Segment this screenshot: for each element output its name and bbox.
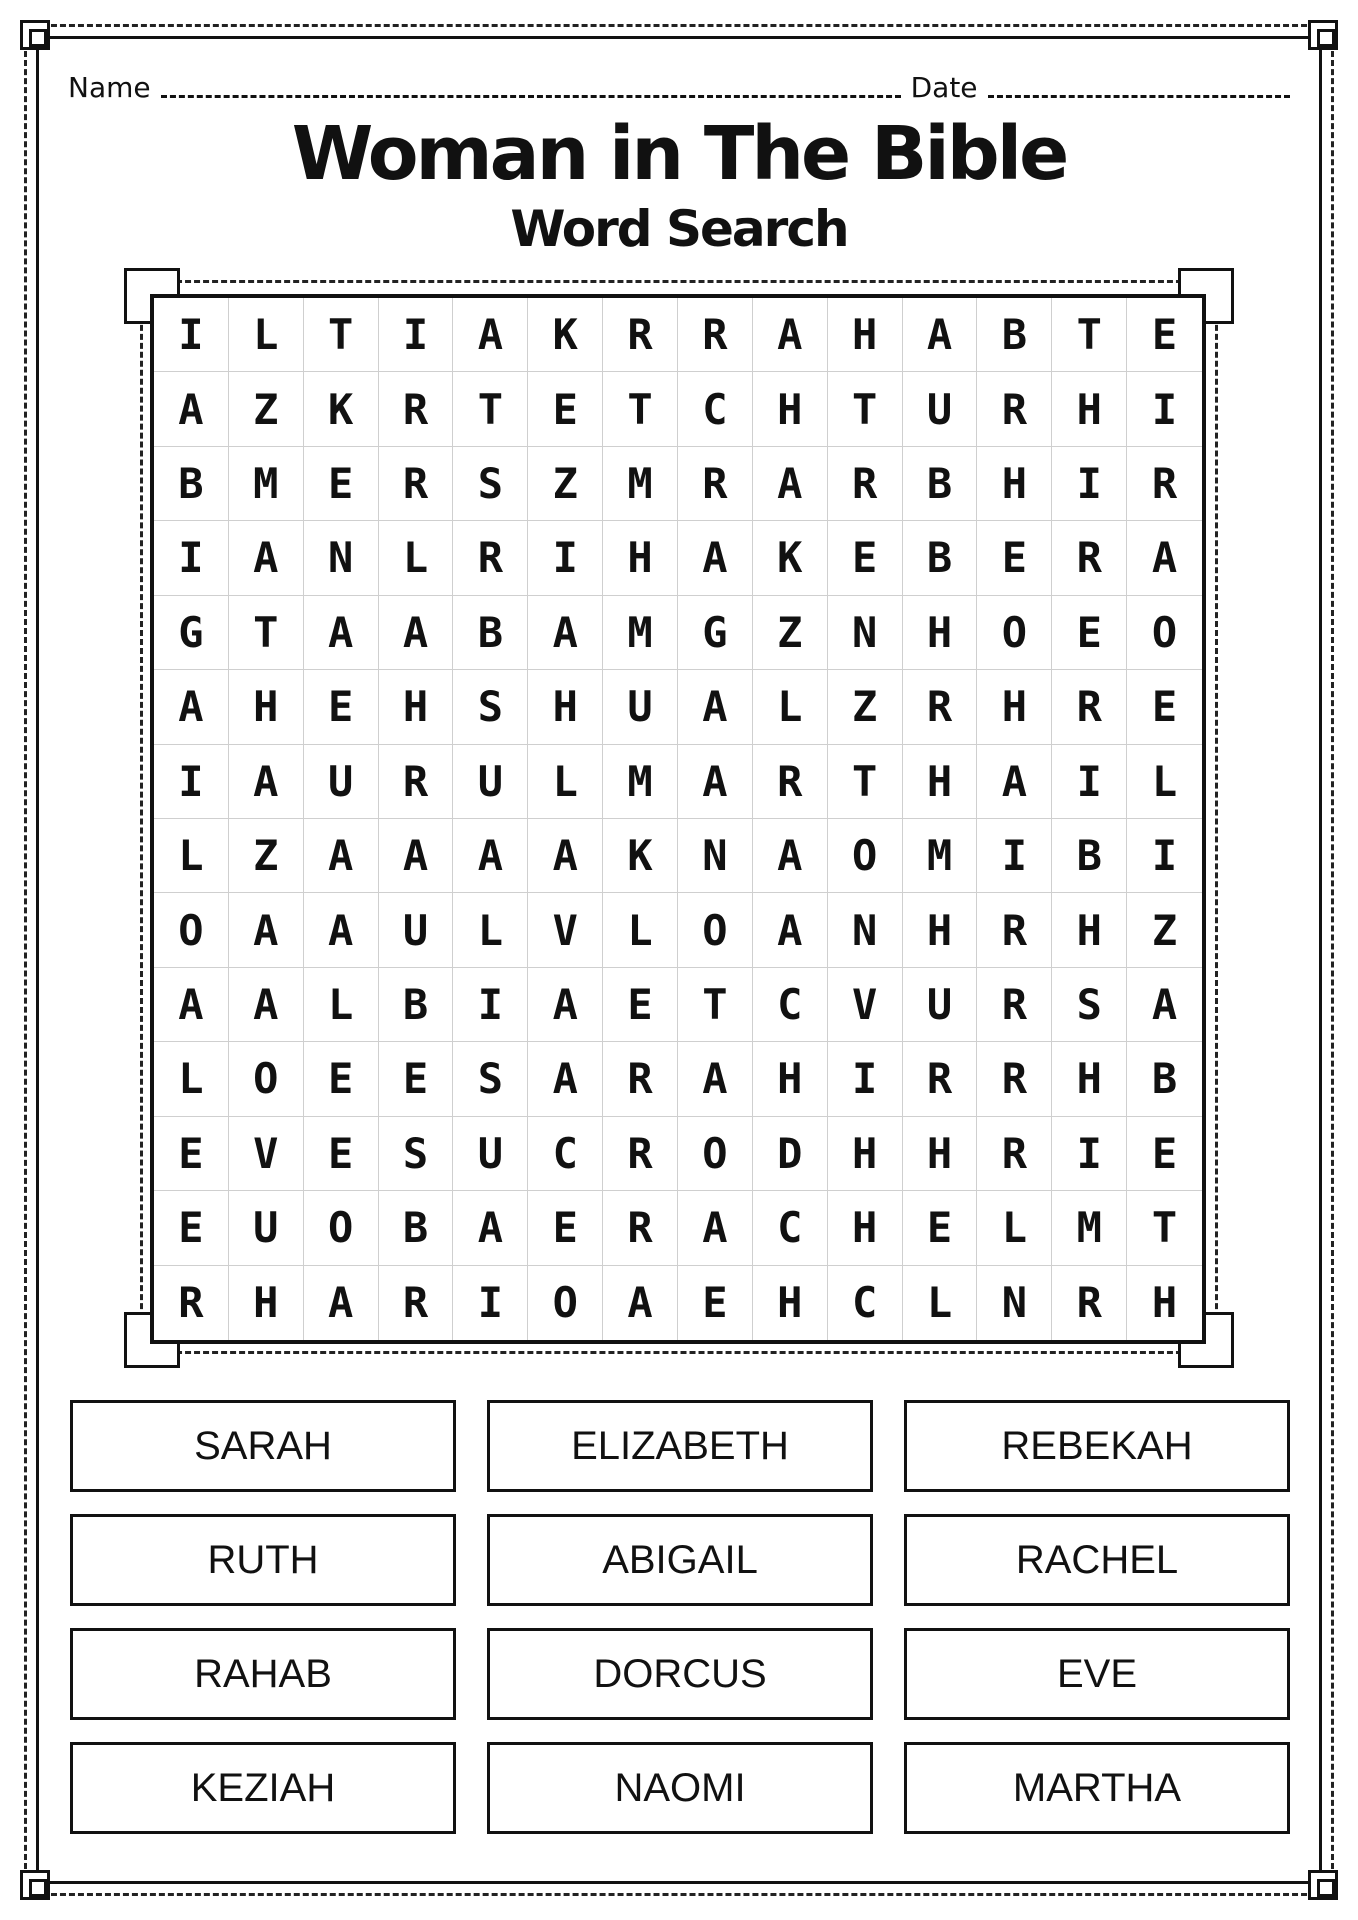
grid-cell[interactable]: R [753,745,828,819]
grid-cell[interactable]: E [154,1191,229,1265]
grid-cell[interactable]: C [753,1191,828,1265]
grid-cell[interactable]: I [453,968,528,1042]
grid-cell[interactable]: Z [1127,893,1202,967]
grid-cell[interactable]: I [154,745,229,819]
grid-cell[interactable]: T [304,298,379,372]
grid-cell[interactable]: L [528,745,603,819]
grid-cell[interactable]: H [903,893,978,967]
grid-cell[interactable]: U [453,1117,528,1191]
grid-cell[interactable]: Z [229,372,304,446]
grid-cell[interactable]: T [828,745,903,819]
grid-cell[interactable]: O [977,596,1052,670]
grid-cell[interactable]: U [229,1191,304,1265]
grid-cell[interactable]: H [229,1266,304,1340]
grid-cell[interactable]: E [304,1042,379,1116]
grid-cell[interactable]: I [1127,372,1202,446]
grid-cell[interactable]: R [903,670,978,744]
grid-cell[interactable]: I [528,521,603,595]
grid-cell[interactable]: U [603,670,678,744]
grid-cell[interactable]: I [1052,447,1127,521]
grid-cell[interactable]: U [903,968,978,1042]
grid-cell[interactable]: L [753,670,828,744]
grid-cell[interactable]: H [229,670,304,744]
word-box[interactable]: RACHEL [904,1514,1290,1606]
grid-cell[interactable]: A [229,745,304,819]
grid-cell[interactable]: D [753,1117,828,1191]
grid-cell[interactable]: Z [528,447,603,521]
grid-cell[interactable]: R [977,893,1052,967]
grid-cell[interactable]: S [1052,968,1127,1042]
name-date-row [68,64,1290,104]
grid-cell[interactable]: N [828,596,903,670]
grid-cell[interactable]: V [528,893,603,967]
grid-cell[interactable]: E [1052,596,1127,670]
grid-cell[interactable]: Z [753,596,828,670]
grid-cell[interactable]: L [453,893,528,967]
grid-cell[interactable]: R [603,1117,678,1191]
grid-cell[interactable]: M [229,447,304,521]
grid-cell[interactable]: V [229,1117,304,1191]
grid-cell[interactable]: U [304,745,379,819]
grid-cell[interactable]: H [1052,1042,1127,1116]
grid-cell[interactable]: I [453,1266,528,1340]
grid-cell[interactable]: R [1052,521,1127,595]
grid-cell[interactable]: A [154,372,229,446]
grid-cell[interactable]: B [453,596,528,670]
grid-cell[interactable]: B [977,298,1052,372]
grid-cell[interactable]: E [379,1042,454,1116]
grid-cell[interactable]: N [304,521,379,595]
name-field[interactable] [161,95,901,98]
grid-cell[interactable]: K [528,298,603,372]
grid-cell[interactable]: O [528,1266,603,1340]
grid-cell[interactable]: A [678,745,753,819]
word-box[interactable]: SARAH [70,1400,456,1492]
grid-cell[interactable]: E [304,670,379,744]
grid-cell[interactable]: E [1127,670,1202,744]
grid-cell[interactable]: R [977,372,1052,446]
grid-cell[interactable]: A [753,819,828,893]
grid-cell[interactable]: A [304,1266,379,1340]
grid-cell[interactable]: A [528,1042,603,1116]
word-box[interactable]: REBEKAH [904,1400,1290,1492]
grid-cell[interactable]: A [903,298,978,372]
grid-cell[interactable]: I [828,1042,903,1116]
grid-cell[interactable]: C [678,372,753,446]
grid-cell[interactable]: L [379,521,454,595]
grid-cell[interactable]: L [977,1191,1052,1265]
grid-cell[interactable]: T [1127,1191,1202,1265]
corner-ornament [20,20,50,50]
page-title: Woman in The Bible [291,111,1067,197]
grid-cell[interactable]: A [678,521,753,595]
grid-cell[interactable]: V [828,968,903,1042]
corner-ornament [1308,20,1338,50]
grid-cell[interactable]: A [753,893,828,967]
word-box[interactable]: RAHAB [70,1628,456,1720]
grid-cell[interactable]: K [304,372,379,446]
grid-cell[interactable]: H [828,298,903,372]
grid-cell[interactable]: H [828,1191,903,1265]
grid-cell[interactable]: H [828,1117,903,1191]
grid-cell[interactable]: R [977,968,1052,1042]
grid-cell[interactable]: O [154,893,229,967]
word-box[interactable]: KEZIAH [70,1742,456,1834]
grid-cell[interactable]: I [154,298,229,372]
grid-cell[interactable]: B [1052,819,1127,893]
grid-cell[interactable]: U [453,745,528,819]
grid-cell[interactable]: U [379,893,454,967]
grid-cell[interactable]: A [977,745,1052,819]
grid-cell[interactable]: L [304,968,379,1042]
grid-cell[interactable]: G [154,596,229,670]
grid-cell[interactable]: B [154,447,229,521]
grid-cell[interactable]: R [828,447,903,521]
grid-cell[interactable]: T [229,596,304,670]
grid-cell[interactable]: M [603,447,678,521]
grid-cell[interactable]: R [903,1042,978,1116]
grid-cell[interactable]: A [753,447,828,521]
grid-cell[interactable]: G [678,596,753,670]
word-box[interactable]: DORCUS [487,1628,873,1720]
grid-cell[interactable]: E [528,1191,603,1265]
grid-cell[interactable]: R [379,1266,454,1340]
grid-cell[interactable]: A [1127,521,1202,595]
grid-cell[interactable]: S [453,670,528,744]
grid-cell[interactable]: R [1052,1266,1127,1340]
grid-cell[interactable]: H [1052,372,1127,446]
grid-cell[interactable]: A [379,819,454,893]
grid-cell[interactable]: L [603,893,678,967]
grid-cell[interactable]: N [678,819,753,893]
grid-cell[interactable]: T [453,372,528,446]
grid-cell[interactable]: R [977,1117,1052,1191]
grid-cell[interactable]: H [977,447,1052,521]
grid-cell[interactable]: M [1052,1191,1127,1265]
grid-cell[interactable]: S [453,447,528,521]
grid-cell[interactable]: L [154,819,229,893]
grid-cell[interactable]: A [528,819,603,893]
corner-ornament [20,1870,50,1900]
grid-cell[interactable]: A [453,298,528,372]
word-bank [70,1400,1290,1834]
grid-cell[interactable]: R [603,1042,678,1116]
grid-cell[interactable]: R [1052,670,1127,744]
grid-cell[interactable]: R [154,1266,229,1340]
grid-cell[interactable]: K [603,819,678,893]
grid-cell[interactable]: O [678,893,753,967]
grid-cell[interactable]: R [1127,447,1202,521]
grid-cell[interactable]: H [753,1042,828,1116]
grid-cell[interactable]: O [304,1191,379,1265]
grid-cell[interactable]: L [1127,745,1202,819]
grid-cell[interactable]: M [903,819,978,893]
grid-cell[interactable]: A [678,1042,753,1116]
grid-cell[interactable]: R [453,521,528,595]
grid-cell[interactable]: A [528,596,603,670]
grid-cell[interactable]: O [828,819,903,893]
grid-cell[interactable]: E [678,1266,753,1340]
grid-cell[interactable]: I [379,298,454,372]
grid-cell[interactable]: O [1127,596,1202,670]
grid-cell[interactable]: C [528,1117,603,1191]
grid-cell[interactable]: R [379,447,454,521]
grid-cell[interactable]: I [1127,819,1202,893]
grid-cell[interactable]: H [753,372,828,446]
date-field[interactable] [988,95,1290,98]
name-label: Name [68,71,151,104]
word-box[interactable]: EVE [904,1628,1290,1720]
grid-cell[interactable]: A [603,1266,678,1340]
grid-cell[interactable]: T [678,968,753,1042]
grid-cell[interactable]: B [903,521,978,595]
grid-cell[interactable]: R [678,447,753,521]
grid-cell[interactable]: T [828,372,903,446]
grid-cell[interactable]: A [528,968,603,1042]
grid-cell[interactable]: H [379,670,454,744]
date-label: Date [910,71,978,104]
grid-cell[interactable]: A [229,893,304,967]
grid-cell[interactable]: N [828,893,903,967]
grid-cell[interactable]: A [453,819,528,893]
grid-cell[interactable]: T [603,372,678,446]
grid-cell[interactable]: A [154,670,229,744]
grid-cell[interactable]: O [678,1117,753,1191]
grid-cell[interactable]: E [977,521,1052,595]
grid-cell[interactable]: H [528,670,603,744]
grid-cell[interactable]: R [603,1191,678,1265]
grid-cell[interactable]: A [678,670,753,744]
grid-cell[interactable]: T [1052,298,1127,372]
grid-cell[interactable]: R [603,298,678,372]
grid-cell[interactable]: B [1127,1042,1202,1116]
grid-cell[interactable]: S [453,1042,528,1116]
grid-cell[interactable]: A [753,298,828,372]
grid-cell[interactable]: Z [229,819,304,893]
word-box[interactable]: MARTHA [904,1742,1290,1834]
grid-cell[interactable]: I [977,819,1052,893]
grid-cell[interactable]: R [379,372,454,446]
grid-cell[interactable]: A [304,819,379,893]
grid-cell[interactable]: H [1151,1278,1178,1328]
grid-cell[interactable]: E [528,372,603,446]
grid-cell[interactable]: Z [828,670,903,744]
grid-cell[interactable]: O [229,1042,304,1116]
grid-cell[interactable]: H [903,596,978,670]
page-subtitle: Word Search [510,200,848,258]
grid-cell[interactable]: E [154,1117,229,1191]
grid-cell[interactable]: H [1052,893,1127,967]
grid-cell[interactable]: M [603,596,678,670]
grid-cell[interactable]: H [753,1266,828,1340]
grid-cell[interactable]: B [379,1191,454,1265]
word-box[interactable]: ABIGAIL [487,1514,873,1606]
grid-cell[interactable]: E [828,521,903,595]
grid-cell[interactable]: A [304,893,379,967]
grid-cell[interactable]: A [229,521,304,595]
grid-cell[interactable]: A [678,1191,753,1265]
word-box[interactable]: RUTH [70,1514,456,1606]
grid-cell[interactable]: H [903,745,978,819]
grid-cell[interactable]: K [753,521,828,595]
grid-cell[interactable]: E [1127,1117,1202,1191]
grid-cell[interactable]: H [903,1117,978,1191]
grid-cell[interactable]: U [903,372,978,446]
letter-grid [150,294,1206,1344]
grid-cell[interactable]: R [977,1042,1052,1116]
word-box[interactable]: NAOMI [487,1742,873,1834]
grid-cell[interactable]: H [603,521,678,595]
grid-cell[interactable]: E [1127,298,1202,372]
grid-cell[interactable]: L [154,1042,229,1116]
grid-cell[interactable]: I [1052,745,1127,819]
grid-cell[interactable]: E [603,968,678,1042]
grid-cell[interactable]: C [753,968,828,1042]
grid-cell[interactable]: E [903,1191,978,1265]
grid-cell[interactable]: A [453,1191,528,1265]
corner-ornament [1308,1870,1338,1900]
grid-cell[interactable]: C [828,1266,903,1340]
grid-cell[interactable]: A [379,596,454,670]
word-box[interactable]: ELIZABETH [487,1400,873,1492]
grid-cell[interactable]: A [1127,968,1202,1042]
grid-cell[interactable]: M [603,745,678,819]
grid-cell[interactable]: L [903,1266,978,1340]
grid-cell[interactable]: I [154,521,229,595]
grid-cell[interactable]: N [977,1266,1052,1340]
grid-cell[interactable]: L [229,298,304,372]
grid-cell[interactable]: B [903,447,978,521]
grid-cell[interactable]: S [379,1117,454,1191]
grid-cell[interactable]: A [154,968,229,1042]
grid-cell[interactable]: R [678,298,753,372]
grid-cell[interactable]: B [379,968,454,1042]
grid-cell[interactable]: H [977,670,1052,744]
grid-cell[interactable]: A [304,596,379,670]
grid-cell[interactable]: E [304,447,379,521]
grid-cell[interactable]: E [304,1117,379,1191]
grid-cell[interactable]: I [1052,1117,1127,1191]
grid-cell[interactable]: A [229,968,304,1042]
grid-cell[interactable]: R [379,745,454,819]
